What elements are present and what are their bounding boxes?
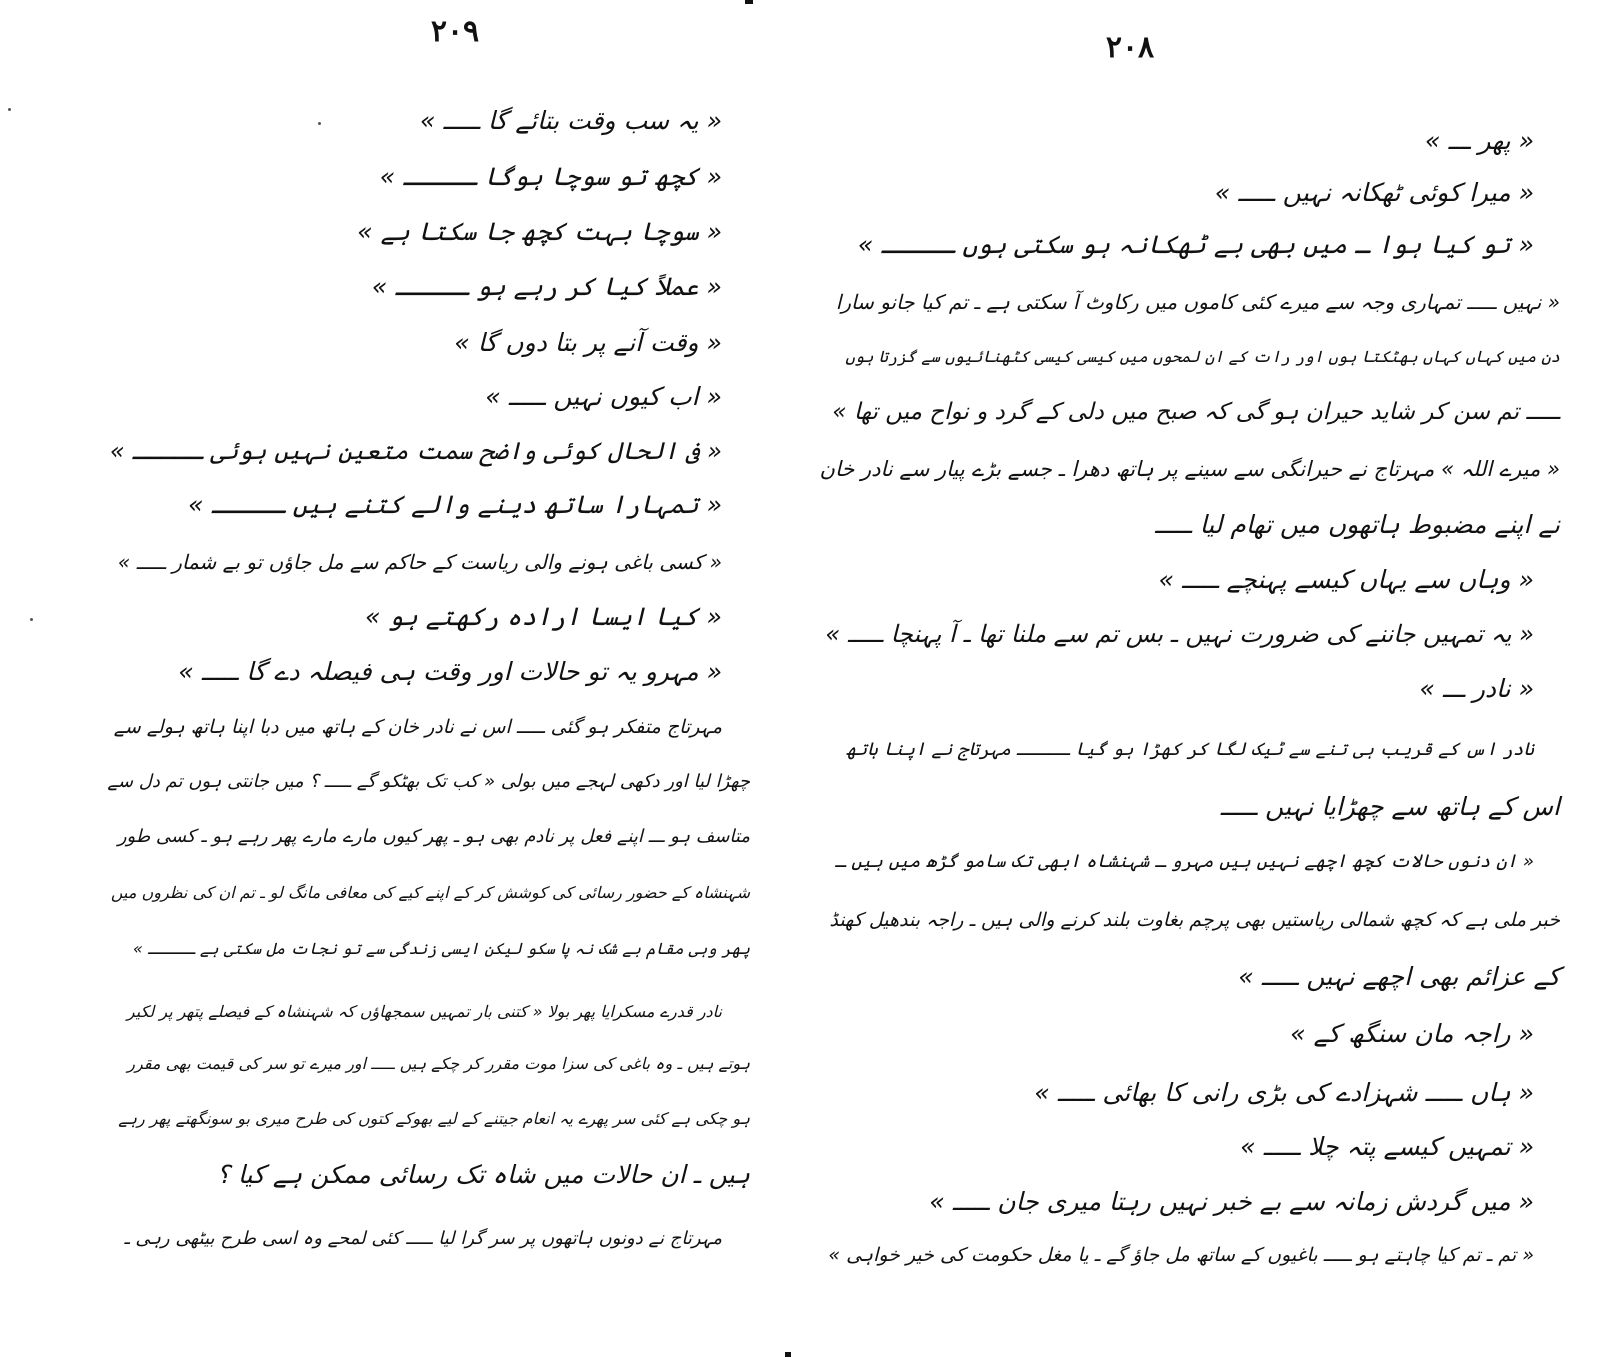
right-page bbox=[800, 0, 1600, 1359]
text-line: شہنشاہ کے حضور رسائی کی کوشش کر کے اپنے کیے کی معافی مانگ لو ـ تم ان کی نظروں میں bbox=[110, 883, 750, 902]
text-line: ـــــ تم سن کر شاید حیران ہو گی کہ صبح میں دلی کے گرد و نواح میں تھا » bbox=[832, 399, 1560, 425]
text-line: مہرتاج متفکر ہو گئی ـــــ اس نے نادر خان کے ہاتھ میں دبا اپنا ہاتھ ہولے سے bbox=[113, 716, 722, 738]
text-line: « عملاً کیا کر رہے ہو ـــــ » bbox=[371, 272, 722, 301]
text-line: متاسف ہو ـــ اپنے فعل پر نادم بھی ہو ـ پھر کیوں مارے مارے پھر رہے ہو ـ کسی طور bbox=[117, 826, 750, 847]
text-line: ہیں ـ ان حالات میں شاہ تک رسائی ممکن ہے کیا ؟ bbox=[216, 1160, 750, 1189]
text-line: « یہ تمہیں جاننے کی ضرورت نہیں ـ بس تم سے ملنا تھا ـ آ پہنچا ـــــ » bbox=[825, 620, 1534, 648]
text-line: « راجہ مان سنگھ کے » bbox=[1290, 1019, 1534, 1048]
page-text bbox=[815, 0, 1560, 1359]
text-line: مہرتاج نے دونوں ہاتھوں پر سر گرا لیا ـــــ کئی لمحے وہ اسی طرح بیٹھی رہی ـ bbox=[124, 1228, 722, 1249]
text-line: چھڑا لیا اور دکھی لہجے میں بولی « کب تک بھٹکو گے ـــــ ؟ میں جانتی ہوں تم دل سے bbox=[107, 771, 750, 792]
text-line: « اب کیوں نہیں ـــــ » bbox=[485, 382, 722, 411]
text-line: ہو چکی ہے کئی سر پھرے یہ انعام جیتنے کے لیے بھوکے کتوں کی طرح میری بو سونگھتے پھر رہے bbox=[118, 1109, 750, 1128]
text-line: اس کے ہاتھ سے چھڑایا نہیں ـــــ bbox=[1220, 792, 1560, 821]
page-text bbox=[100, 0, 750, 1359]
text-line: « کچھ تو سوچا ہوگا ـــــ » bbox=[379, 162, 722, 191]
text-line: « سوچا بہت کچھ جا سکتا ہے » bbox=[357, 217, 722, 246]
text-line: « تمہارا ساتھ دینے والے کتنے ہیں ـــــ » bbox=[188, 490, 722, 519]
text-line: « وقت آنے پر بتا دوں گا » bbox=[454, 328, 722, 357]
text-line: « نہیں ـــــ تمہاری وجہ سے میرے کئی کاموں میں رکاوٹ آ سکتی ہے ـ تم کیا جانو سارا bbox=[835, 290, 1560, 314]
text-line: « وہاں سے یہاں کیسے پہنچے ـــــ » bbox=[1158, 565, 1534, 594]
text-line: « یہ سب وقت بتائے گا ـــــ » bbox=[419, 106, 722, 135]
text-line: « تو کیا ہوا ـ میں بھی بے ٹھکانہ ہو سکتی ہوں ـــــ » bbox=[857, 230, 1534, 259]
page-number: ۲۰۹ bbox=[430, 14, 480, 49]
text-line: « تم ـ تم کیا چاہتے ہو ـــــ باغیوں کے ساتھ مل جاؤ گے ـ یا مغل حکومت کی خیر خواہی » bbox=[828, 1244, 1534, 1266]
left-page bbox=[0, 0, 790, 1359]
text-line: « ہاں ـــــ شہزادے کی بڑی رانی کا بھائی ـــــ » bbox=[1034, 1078, 1534, 1107]
text-line: دن میں کہاں کہاں بھٹکتا ہوں اور رات کے ان لمحوں میں کیسی کیسی کٹھنائیوں سے گزرتا ہوں bbox=[845, 347, 1560, 366]
text-line: « فی الحال کوئی واضح سمت متعین نہیں ہوئی ـــــ » bbox=[109, 437, 722, 465]
text-line: ہوتے ہیں ـ وہ باغی کی سزا موت مقرر کر چکے ہیں ـــــ اور میرے تو سر کی قیمت بھی مقرر bbox=[127, 1054, 750, 1073]
text-line: کے عزائم بھی اچھے نہیں ـــــ » bbox=[1238, 962, 1560, 991]
text-line: « ان دنوں حالات کچھ اچھے نہیں ہیں مہرو ـ شہنشاہ ابھی تک سامو گڑھ میں ہیں ـ bbox=[834, 851, 1534, 872]
text-line: پھر وہی مقام بے شک نہ پا سکو لیکن ایسی زندگی سے تو نجات مل سکتی ہے ـــــ » bbox=[132, 939, 750, 958]
text-line: نادر قدرے مسکرایا پھر بولا « کتنی بار تمہیں سمجھاؤں کہ شہنشاہ کے فیصلے پتھر پر لکیر bbox=[126, 1002, 722, 1021]
text-line: « میرا کوئی ٹھکانہ نہیں ـــــ » bbox=[1214, 178, 1534, 207]
text-line: « میرے اللہ » مہرتاج نے حیرانگی سے سینے پر ہاتھ دھرا ـ جسے بڑے پیار سے نادر خان bbox=[819, 457, 1560, 481]
text-line: « کسی باغی ہونے والی ریاست کے حاکم سے مل جاؤں تو بے شمار ـــــ » bbox=[117, 550, 722, 574]
text-line: « نادر ـــ » bbox=[1419, 674, 1534, 703]
text-line: « کیا ایسا ارادہ رکھتے ہو » bbox=[365, 602, 722, 631]
text-line: خبر ملی ہے کہ کچھ شمالی ریاستیں بھی پرچم بغاوت بلند کرنے والی ہیں ـ راجہ بندھیل کھنڈ bbox=[829, 909, 1560, 931]
text-line: نادر اس کے قریب ہی تنے سے ٹیک لگا کر کھڑا ہو گیا ـــــ مہرتاج نے اپنا ہاتھ bbox=[846, 739, 1534, 760]
page-number: ۲۰۸ bbox=[1105, 30, 1155, 65]
text-line: « مہرو یہ تو حالات اور وقت ہی فیصلہ دے گا ـــــ » bbox=[178, 657, 722, 686]
text-line: « پھر ـــ » bbox=[1425, 126, 1534, 155]
text-line: « تمہیں کیسے پتہ چلا ـــــ » bbox=[1240, 1132, 1534, 1161]
text-line: « میں گردش زمانہ سے بے خبر نہیں رہتا میری جان ـــــ » bbox=[929, 1187, 1534, 1216]
text-line: نے اپنے مضبوط ہاتھوں میں تھام لیا ـــــ bbox=[1155, 510, 1560, 539]
